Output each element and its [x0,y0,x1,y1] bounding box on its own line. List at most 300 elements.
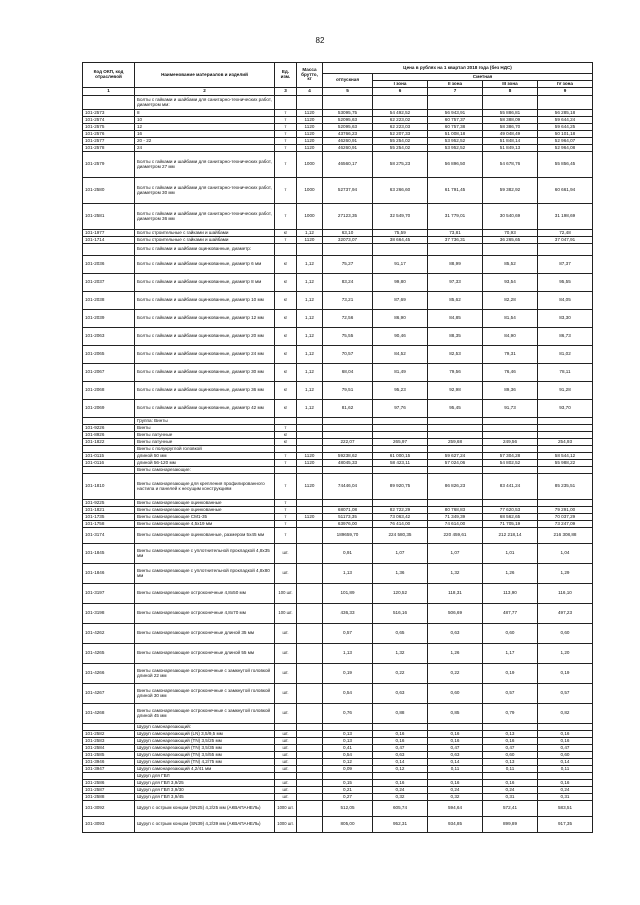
table-row [83,96,593,110]
row-zone-price: 212 218,14 [483,528,538,544]
row-zone-price: 0,63 [373,684,428,704]
row-mass [297,704,323,724]
row-code: 101-2036 [83,256,135,274]
row-zone-price: 605,74 [373,801,428,817]
row-code: 101-4262 [83,624,135,644]
row-code: 101-2581 [83,204,135,230]
row-zone-price: 51 849,13 [483,145,538,152]
row-zone-price: 99,80 [373,274,428,292]
row-zone-price: 0,16 [483,738,538,745]
table-row [83,514,593,521]
row-zone-price: 84,85 [428,310,483,328]
row-zone-price [538,773,593,780]
column-number: 1 [83,88,135,96]
row-release-price: 79,51 [323,382,373,400]
row-release-price: 51173,35 [323,514,373,521]
row-zone-price [428,724,483,731]
header-price-title: Цена в рублях на 1 квартал 2018 года (без НДС) [323,63,593,74]
row-zone-price: 38 664,45 [373,237,428,244]
row-zone-price: 0,13 [483,759,538,766]
row-unit: шт. [275,564,297,584]
row-zone-price: 265,97 [373,439,428,446]
row-release-price: 32073,07 [323,237,373,244]
row-zone-price [373,425,428,432]
row-zone-price: 58 388,09 [483,117,538,124]
row-zone-price: 0,32 [428,794,483,801]
row-release-price [323,244,373,256]
row-release-price [323,773,373,780]
row-mass: 1120 [297,453,323,460]
row-release-price: 0,15 [323,780,373,787]
header-smetnaya: Сметная [373,74,593,81]
row-name: Болты с гайками и шайбами оцинкованные, диаметр: [135,244,275,256]
table-row [83,745,593,752]
row-zone-price [538,244,593,256]
row-zone-price: 952,31 [373,817,428,833]
table-row [83,425,593,432]
row-zone-price: 487,77 [483,604,538,624]
row-mass: 1000 [297,204,323,230]
row-zone-price: 113,90 [483,584,538,604]
row-code: 101-2582 [83,731,135,738]
row-name: Винты самонарезающие остроконечные 4,8х50 мм [135,584,275,604]
row-release-price: 53095,75 [323,110,373,117]
row-zone-price: 82,28 [483,292,538,310]
row-code: 101-3198 [83,604,135,624]
row-mass: 1120 [297,514,323,521]
row-release-price: 68071,08 [323,507,373,514]
table-row [83,124,593,131]
table-row [83,521,593,528]
row-mass [297,724,323,731]
table-row [83,382,593,400]
row-zone-price: 55 254,02 [373,138,428,145]
row-zone-price: 81,02 [538,346,593,364]
row-code: 101-0115 [83,453,135,460]
row-zone-price: 249,56 [483,439,538,446]
table-row [83,439,593,446]
row-zone-price: 0,16 [538,780,593,787]
row-zone-price: 0,31 [538,794,593,801]
row-mass: 1,12 [297,346,323,364]
row-zone-price: 59 382,92 [483,178,538,204]
row-zone-price: 56 943,91 [428,110,483,117]
row-name: Винты самонарезающие: [135,467,275,474]
row-zone-price: 116,10 [538,584,593,604]
row-mass [297,467,323,474]
row-mass [297,96,323,110]
row-mass [297,439,323,446]
table-row [83,460,593,467]
row-name: 8 [135,110,275,117]
row-zone-price: 63 266,60 [373,178,428,204]
row-release-price [323,446,373,453]
row-zone-price: 51 008,18 [428,131,483,138]
row-zone-price: 87,37 [538,256,593,274]
row-zone-price: 60 661,94 [538,178,593,204]
table-row [83,801,593,817]
row-mass [297,446,323,453]
row-zone-price: 1,32 [373,644,428,664]
row-zone-price: 62 223,03 [373,124,428,131]
table-row [83,152,593,178]
row-zone-price [538,418,593,425]
row-zone-price: 56 285,18 [538,110,593,117]
row-zone-price: 58 423,11 [373,460,428,467]
row-code: 101-2069 [83,400,135,418]
row-zone-price [373,418,428,425]
row-mass [297,500,323,507]
row-zone-price: 0,60 [483,624,538,644]
row-zone-price: 0,22 [373,664,428,684]
row-mass [297,684,323,704]
row-zone-price [373,500,428,507]
row-zone-price [538,446,593,453]
row-mass [297,752,323,759]
row-unit: т [275,460,297,467]
row-name: Болты с гайками и шайбами для санитарно-технических работ, диаметром 30 мм [135,178,275,204]
row-code: 101-2063 [83,328,135,346]
row-zone-price: 89,36 [483,382,538,400]
row-zone-price [428,467,483,474]
row-unit: т [275,117,297,124]
row-zone-price: 76 414,00 [373,521,428,528]
table-row [83,131,593,138]
row-zone-price [483,96,538,110]
row-code: 101-1810 [83,474,135,500]
row-name: Винты самонарезающие с уплотнительной прокладкой 4,8х80 мм [135,564,275,584]
row-zone-price: 83,30 [538,310,593,328]
row-zone-price: 497,23 [538,604,593,624]
row-zone-price: 572,41 [483,801,538,817]
row-zone-price [373,467,428,474]
row-unit: шт. [275,664,297,684]
row-unit: шт. [275,738,297,745]
row-mass: 1,12 [297,400,323,418]
row-name: длиной 56-120 мм [135,460,275,467]
row-zone-price [428,244,483,256]
row-code: 101-2578 [83,145,135,152]
row-unit: шт. [275,752,297,759]
row-name: Болты с гайками и шайбами для санитарно-технических работ, диаметром мм: [135,96,275,110]
row-name: Шуруп самонарезающий (ТN) 4,2/75 мм [135,759,275,766]
row-release-price [323,418,373,425]
header-release-price: отпускная [323,74,373,88]
table-row [83,446,593,453]
row-code: 101-4268 [83,704,135,724]
row-zone-price: 61 791,45 [428,178,483,204]
table-row [83,794,593,801]
header-name: Наименование материалов и изделий [135,63,275,88]
row-code: 101-3092 [83,801,135,817]
row-zone-price: 1,26 [483,564,538,584]
table-row [83,738,593,745]
row-zone-price: 0,24 [538,787,593,794]
row-zone-price: 97,33 [428,274,483,292]
row-zone-price [428,96,483,110]
row-zone-price: 68 562,65 [483,514,538,521]
table-row [83,704,593,724]
row-name: 10 [135,117,275,124]
table-row [83,752,593,759]
row-name: 24 [135,145,275,152]
row-name: Шуруп самонарезающий (ТN) 3,5/25 мм [135,738,275,745]
row-zone-price: 82,53 [428,346,483,364]
row-zone-price [538,425,593,432]
table-row [83,432,593,439]
table-row [83,204,593,230]
row-zone-price: 85,52 [483,256,538,274]
row-zone-price: 49 048,49 [483,131,538,138]
table-row [83,773,593,780]
table-row [83,644,593,664]
row-release-price: 0,54 [323,752,373,759]
row-unit: кг [275,432,297,439]
row-zone-price: 37 047,91 [538,237,593,244]
row-unit: шт. [275,704,297,724]
row-zone-price: 0,47 [538,745,593,752]
row-mass: 1,12 [297,274,323,292]
row-unit: кг [275,364,297,382]
row-zone-price: 0,63 [428,624,483,644]
row-name: Шуруп для ГВЛ 3,9/45 [135,794,275,801]
row-code: 101-2587 [83,787,135,794]
row-unit: шт. [275,731,297,738]
table-row [83,467,593,474]
table-row [83,604,593,624]
row-zone-price: 80 768,83 [428,507,483,514]
table-row [83,544,593,564]
header-mass: Масса брутто, кг [297,63,323,88]
row-zone-price [373,96,428,110]
row-code: 101-3946 [83,759,135,766]
row-zone-price: 55 886,81 [483,110,538,117]
row-unit: 100 шт. [275,584,297,604]
row-zone-price: 83 441,24 [483,474,538,500]
table-row [83,230,593,237]
row-release-price: 68,04 [323,364,373,382]
row-zone-price: 88,99 [428,256,483,274]
row-release-price: 72,56 [323,310,373,328]
row-zone-price: 77 620,53 [483,507,538,514]
row-zone-price: 0,16 [538,731,593,738]
row-zone-price: 506,69 [428,604,483,624]
row-zone-price: 78,11 [538,364,593,382]
row-name: Винты самонарезающие остроконечные длиной 55 мм [135,644,275,664]
row-zone-price: 92,98 [428,382,483,400]
row-zone-price: 51 848,14 [483,138,538,145]
row-code: 101-2037 [83,274,135,292]
table-row [83,731,593,738]
row-zone-price [373,773,428,780]
row-zone-price: 81,49 [373,364,428,382]
row-unit: т [275,204,297,230]
row-zone-price [428,418,483,425]
row-name: Болты с гайками и шайбами оцинкованные, диаметр 20 мм [135,328,275,346]
row-zone-price: 0,85 [428,704,483,724]
row-zone-price: 54 678,76 [483,152,538,178]
row-name: Винты с полукруглой головкой [135,446,275,453]
table-row [83,624,593,644]
row-release-price: 75,55 [323,328,373,346]
row-unit: кг [275,439,297,446]
column-number: 3 [275,88,297,96]
table-row [83,292,593,310]
table-row [83,237,593,244]
row-zone-price: 0,60 [428,684,483,704]
table-row [83,787,593,794]
row-zone-price: 36 265,65 [483,237,538,244]
row-zone-price: 93,70 [538,400,593,418]
row-name: Болты с гайками и шайбами оцинкованные, диаметр 12 мм [135,310,275,328]
row-code: 101-1977 [83,230,135,237]
row-zone-price: 62 223,02 [373,117,428,124]
row-release-price: 1,13 [323,564,373,584]
page-number: 82 [315,36,325,45]
column-number: 5 [323,88,373,96]
row-unit: шт. [275,624,297,644]
row-unit: т [275,145,297,152]
row-zone-price [483,425,538,432]
row-code: 101-2575 [83,124,135,131]
row-release-price: 46260,91 [323,138,373,145]
row-zone-price: 0,57 [483,684,538,704]
row-mass [297,418,323,425]
row-zone-price: 54 802,52 [483,460,538,467]
row-zone-price: 0,32 [373,794,428,801]
row-name: Болты строительные с гайками и шайбами [135,237,275,244]
row-zone-price: 1,07 [428,544,483,564]
header-zone-4: IV зона [538,81,593,88]
table-row [83,474,593,500]
row-code: 101-2588 [83,794,135,801]
row-zone-price: 84,90 [483,328,538,346]
row-unit: кг [275,230,297,237]
row-name: Болты с гайками и шайбами оцинкованные, диаметр 30 мм [135,364,275,382]
row-zone-price: 0,47 [373,745,428,752]
row-zone-price: 93,54 [483,274,538,292]
row-code: 101-3947 [83,766,135,773]
table-row [83,418,593,425]
row-code: 101-2573 [83,110,135,117]
row-mass [297,738,323,745]
row-zone-price: 0,14 [428,759,483,766]
row-zone-price: 81,54 [483,310,538,328]
row-unit [275,724,297,731]
table-row [83,310,593,328]
header-zone-2: II зона [428,81,483,88]
row-zone-price [483,446,538,453]
row-release-price: 0,57 [323,624,373,644]
row-release-price: 27123,35 [323,204,373,230]
row-code: 101-1821 [83,507,135,514]
row-mass [297,817,323,833]
row-zone-price: 254,93 [538,439,593,446]
row-zone-price: 0,60 [538,624,593,644]
row-zone-price: 88,35 [428,328,483,346]
row-zone-price: 1,36 [373,564,428,584]
row-name: Шуруп самонарезающий (ТN) 3,5/35 мм [135,745,275,752]
row-mass [297,432,323,439]
row-unit: шт. [275,780,297,787]
row-zone-price [483,724,538,731]
row-release-price: 52095,63 [323,117,373,124]
row-mass [297,521,323,528]
table-row [83,500,593,507]
row-zone-price: 52 964,08 [538,145,593,152]
table-row [83,346,593,364]
row-zone-price: 37 736,31 [428,237,483,244]
row-mass: 1120 [297,131,323,138]
row-zone-price: 95,45 [428,400,483,418]
row-unit: т [275,110,297,117]
row-zone-price: 0,14 [538,759,593,766]
row-release-price: 75,27 [323,256,373,274]
row-name: Шуруп самонарезающий (LN) 3,5/9,5 мм [135,731,275,738]
row-unit: 1000 шт. [275,801,297,817]
row-release-price: 0,19 [323,664,373,684]
row-release-price: 52095,63 [323,124,373,131]
row-zone-price: 259,68 [428,439,483,446]
row-zone-price: 89 920,75 [373,474,428,500]
row-zone-price: 79 291,00 [538,507,593,514]
row-name: Винты самонарезающие СМ1-35 [135,514,275,521]
row-name: Винты самонарезающие 4,5х19 мм [135,521,275,528]
row-mass: 1120 [297,124,323,131]
table-row [83,766,593,773]
row-zone-price: 84,05 [538,292,593,310]
row-mass: 1120 [297,138,323,145]
row-zone-price: 220 459,61 [428,528,483,544]
row-zone-price: 0,11 [483,766,538,773]
row-release-price: 0,09 [323,766,373,773]
row-unit: т [275,521,297,528]
row-code: 101-2583 [83,738,135,745]
row-code [83,96,135,110]
row-zone-price: 1,20 [538,644,593,664]
table-row [83,584,593,604]
row-mass: 1000 [297,178,323,204]
row-zone-price: 86 826,23 [428,474,483,500]
row-name: Винты самонарезающие остроконечные с замкнутой головкой длиной 30 мм [135,684,275,704]
row-unit: шт. [275,745,297,752]
row-zone-price: 1,26 [428,644,483,664]
header-code: Код ОКП, код отраслевой [83,63,135,88]
row-zone-price: 31 779,01 [428,204,483,230]
row-zone-price: 58 544,12 [538,453,593,460]
row-release-price [323,500,373,507]
row-release-price: 1,13 [323,644,373,664]
row-zone-price: 59 627,24 [428,453,483,460]
row-release-price: 512,05 [323,801,373,817]
price-table [82,62,593,833]
row-mass [297,528,323,544]
row-release-price: 0,12 [323,759,373,766]
row-zone-price: 0,63 [428,752,483,759]
row-release-price: 70,57 [323,346,373,364]
row-zone-price: 58 386,70 [483,124,538,131]
column-number: 2 [135,88,275,96]
row-release-price: 805,00 [323,817,373,833]
row-zone-price: 85 235,51 [538,474,593,500]
row-zone-price: 53 952,52 [428,145,483,152]
table-row [83,528,593,544]
row-name: Шуруп самонарезающий (ТN) 3,5/55 мм [135,752,275,759]
row-mass: 1120 [297,117,323,124]
table-body [83,96,593,833]
table-row [83,244,593,256]
row-mass: 1120 [297,474,323,500]
